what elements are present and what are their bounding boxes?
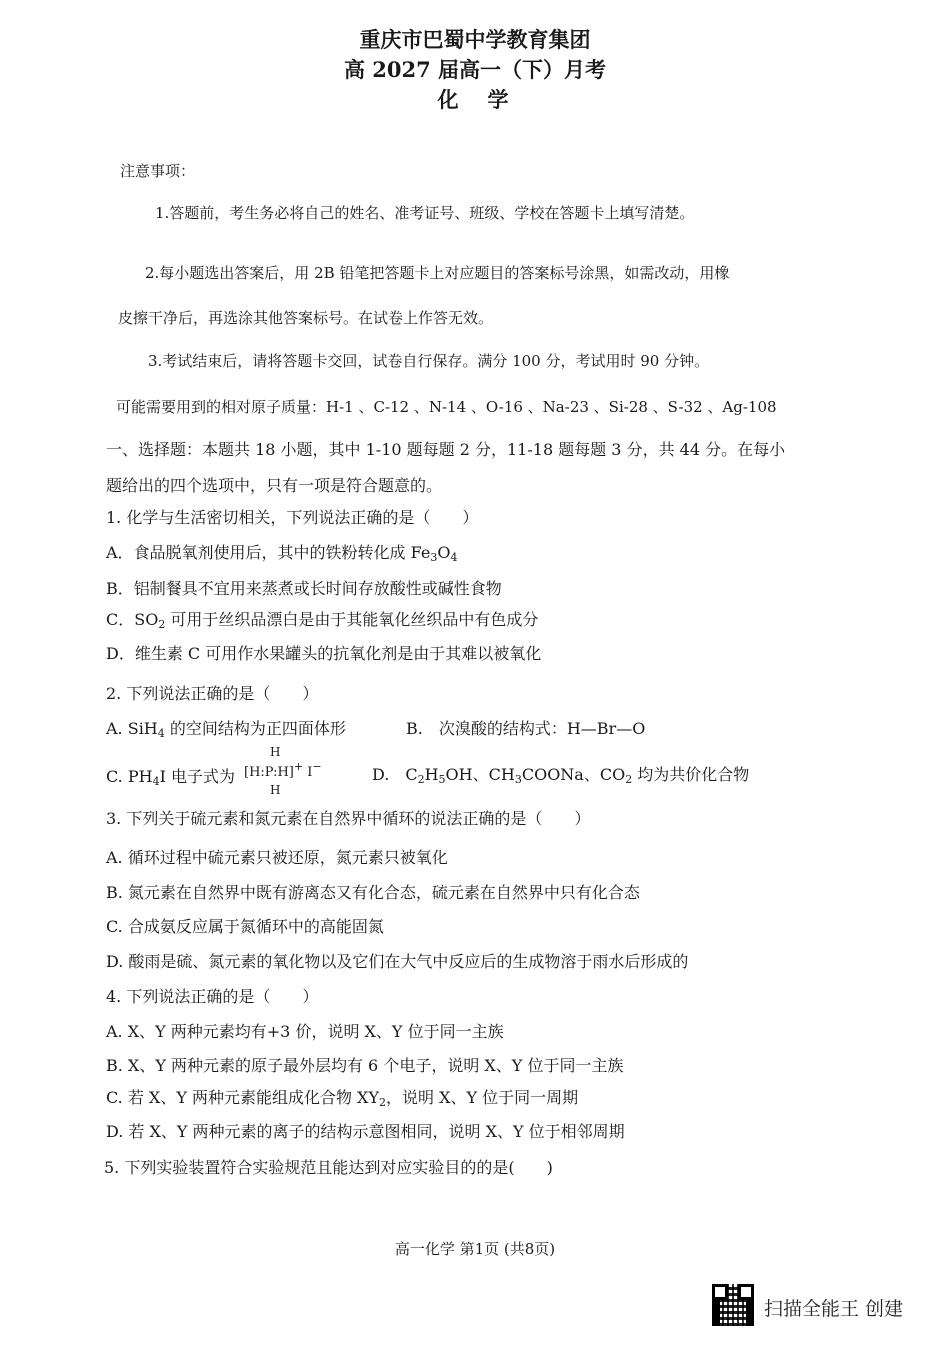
subject-title: 化 学 [437,87,513,112]
notice-item-1: 1.答题前，考生务必将自己的姓名、准考证号、班级、学校在答题卡上填写清楚。 [155,204,695,222]
notice-item-3: 3.考试结束后，请将答题卡交回，试卷自行保存。满分 100 分，考试用时 90 分钟。 [148,352,710,370]
question-4-option-a: A. X、Y 两种元素均有+3 价，说明 X、Y 位于同一主族 [106,1022,504,1041]
question-5-stem: 5. 下列实验装置符合实验规范且能达到对应实验目的的是( ) [104,1158,553,1177]
question-2-option-c: C. $PH_4I$ 电子式为 [106,767,235,788]
question-4-stem: 4. 下列说法正确的是（ ） [106,987,319,1006]
atomic-masses: 可能需要用到的相对原子质量：H-1 、C-12 、N-14 、O-16 、Na-23 、Si-28 、S-32 、Ag-108 [116,398,777,416]
page-footer: 高一化学 第1页 (共8页) [394,1240,556,1258]
school-name: 重庆市巴蜀中学教育集团 [359,27,591,52]
question-1-option-c: C．$SO_2$ 可用于丝织品漂白是由于其能氧化丝织品中有色成分 [106,610,539,631]
notice-item-2a: 2.每小题选出答案后，用 2B 铅笔把答题卡上对应题目的答案标号涂黑，如需改动，用橡 [145,264,730,282]
question-4-option-b: B. X、Y 两种元素的原子最外层均有 6 个电子，说明 X、Y 位于同一主族 [106,1056,624,1075]
question-3-option-b: B. 氮元素在自然界中既有游离态又有化合态，硫元素在自然界中只有化合态 [106,883,640,902]
scanner-watermark: 扫描全能王 创建 [764,1298,904,1320]
question-3-option-d: D. 酸雨是硫、氮元素的氧化物以及它们在大气中反应后的生成物溶于雨水后形成的 [106,952,689,971]
question-4-option-d: D. 若 X、Y 两种元素的离子的结构示意图相同，说明 X、Y 位于相邻周期 [106,1122,625,1141]
question-1-stem: 1. 化学与生活密切相关，下列说法正确的是（ ） [106,508,479,527]
question-2-option-b: B. 次溴酸的结构式：H—Br—O [406,719,646,738]
question-2-option-a: A. SiH$_4$ 的空间结构为正四面体形 [106,719,346,740]
question-2-option-d: D. $C_2H_5OH$、$CH_3COONa$、$CO_2$ 均为共价化合物 [372,765,750,786]
question-1-option-b: B．铝制餐具不宜用来蒸煮或长时间存放酸性或碱性食物 [106,579,502,598]
question-4-option-c: C. 若 X、Y 两种元素能组成化合物 $XY_2$，说明 X、Y 位于同一周期 [106,1088,579,1109]
exam-title: 高 2027 届高一（下）月考 [343,57,607,82]
notice-item-2b: 皮擦干净后，再选涂其他答案标号。在试卷上作答无效。 [118,309,494,327]
section-1-instructions-cont: 题给出的四个选项中，只有一项是符合题意的。 [106,476,443,495]
question-3-option-a: A. 循环过程中硫元素只被还原，氮元素只被氧化 [106,848,448,867]
question-1-option-a: A．食品脱氧剂使用后，其中的铁粉转化成 $Fe_3O_4$ [106,543,458,564]
qr-code-icon [712,1284,754,1326]
section-1-instructions: 一、选择题：本题共 18 小题，其中 1-10 题每题 2 分，11-18 题每题 3 分，共 44 分。在每小 [106,440,786,459]
question-2-stem: 2. 下列说法正确的是（ ） [106,684,319,703]
electron-formula: [H:P:H]+ I− [244,760,322,780]
question-3-stem: 3. 下列关于硫元素和氮元素在自然界中循环的说法正确的是（ ） [106,809,591,828]
question-3-option-c: C. 合成氨反应属于氮循环中的高能固氮 [106,917,384,936]
question-1-option-d: D．维生素 C 可用作水果罐头的抗氧化剂是由于其难以被氧化 [106,644,542,663]
electron-formula-top-h: H [270,745,281,759]
notice-heading: 注意事项： [120,162,196,180]
electron-formula-bottom-h: H [270,783,281,797]
